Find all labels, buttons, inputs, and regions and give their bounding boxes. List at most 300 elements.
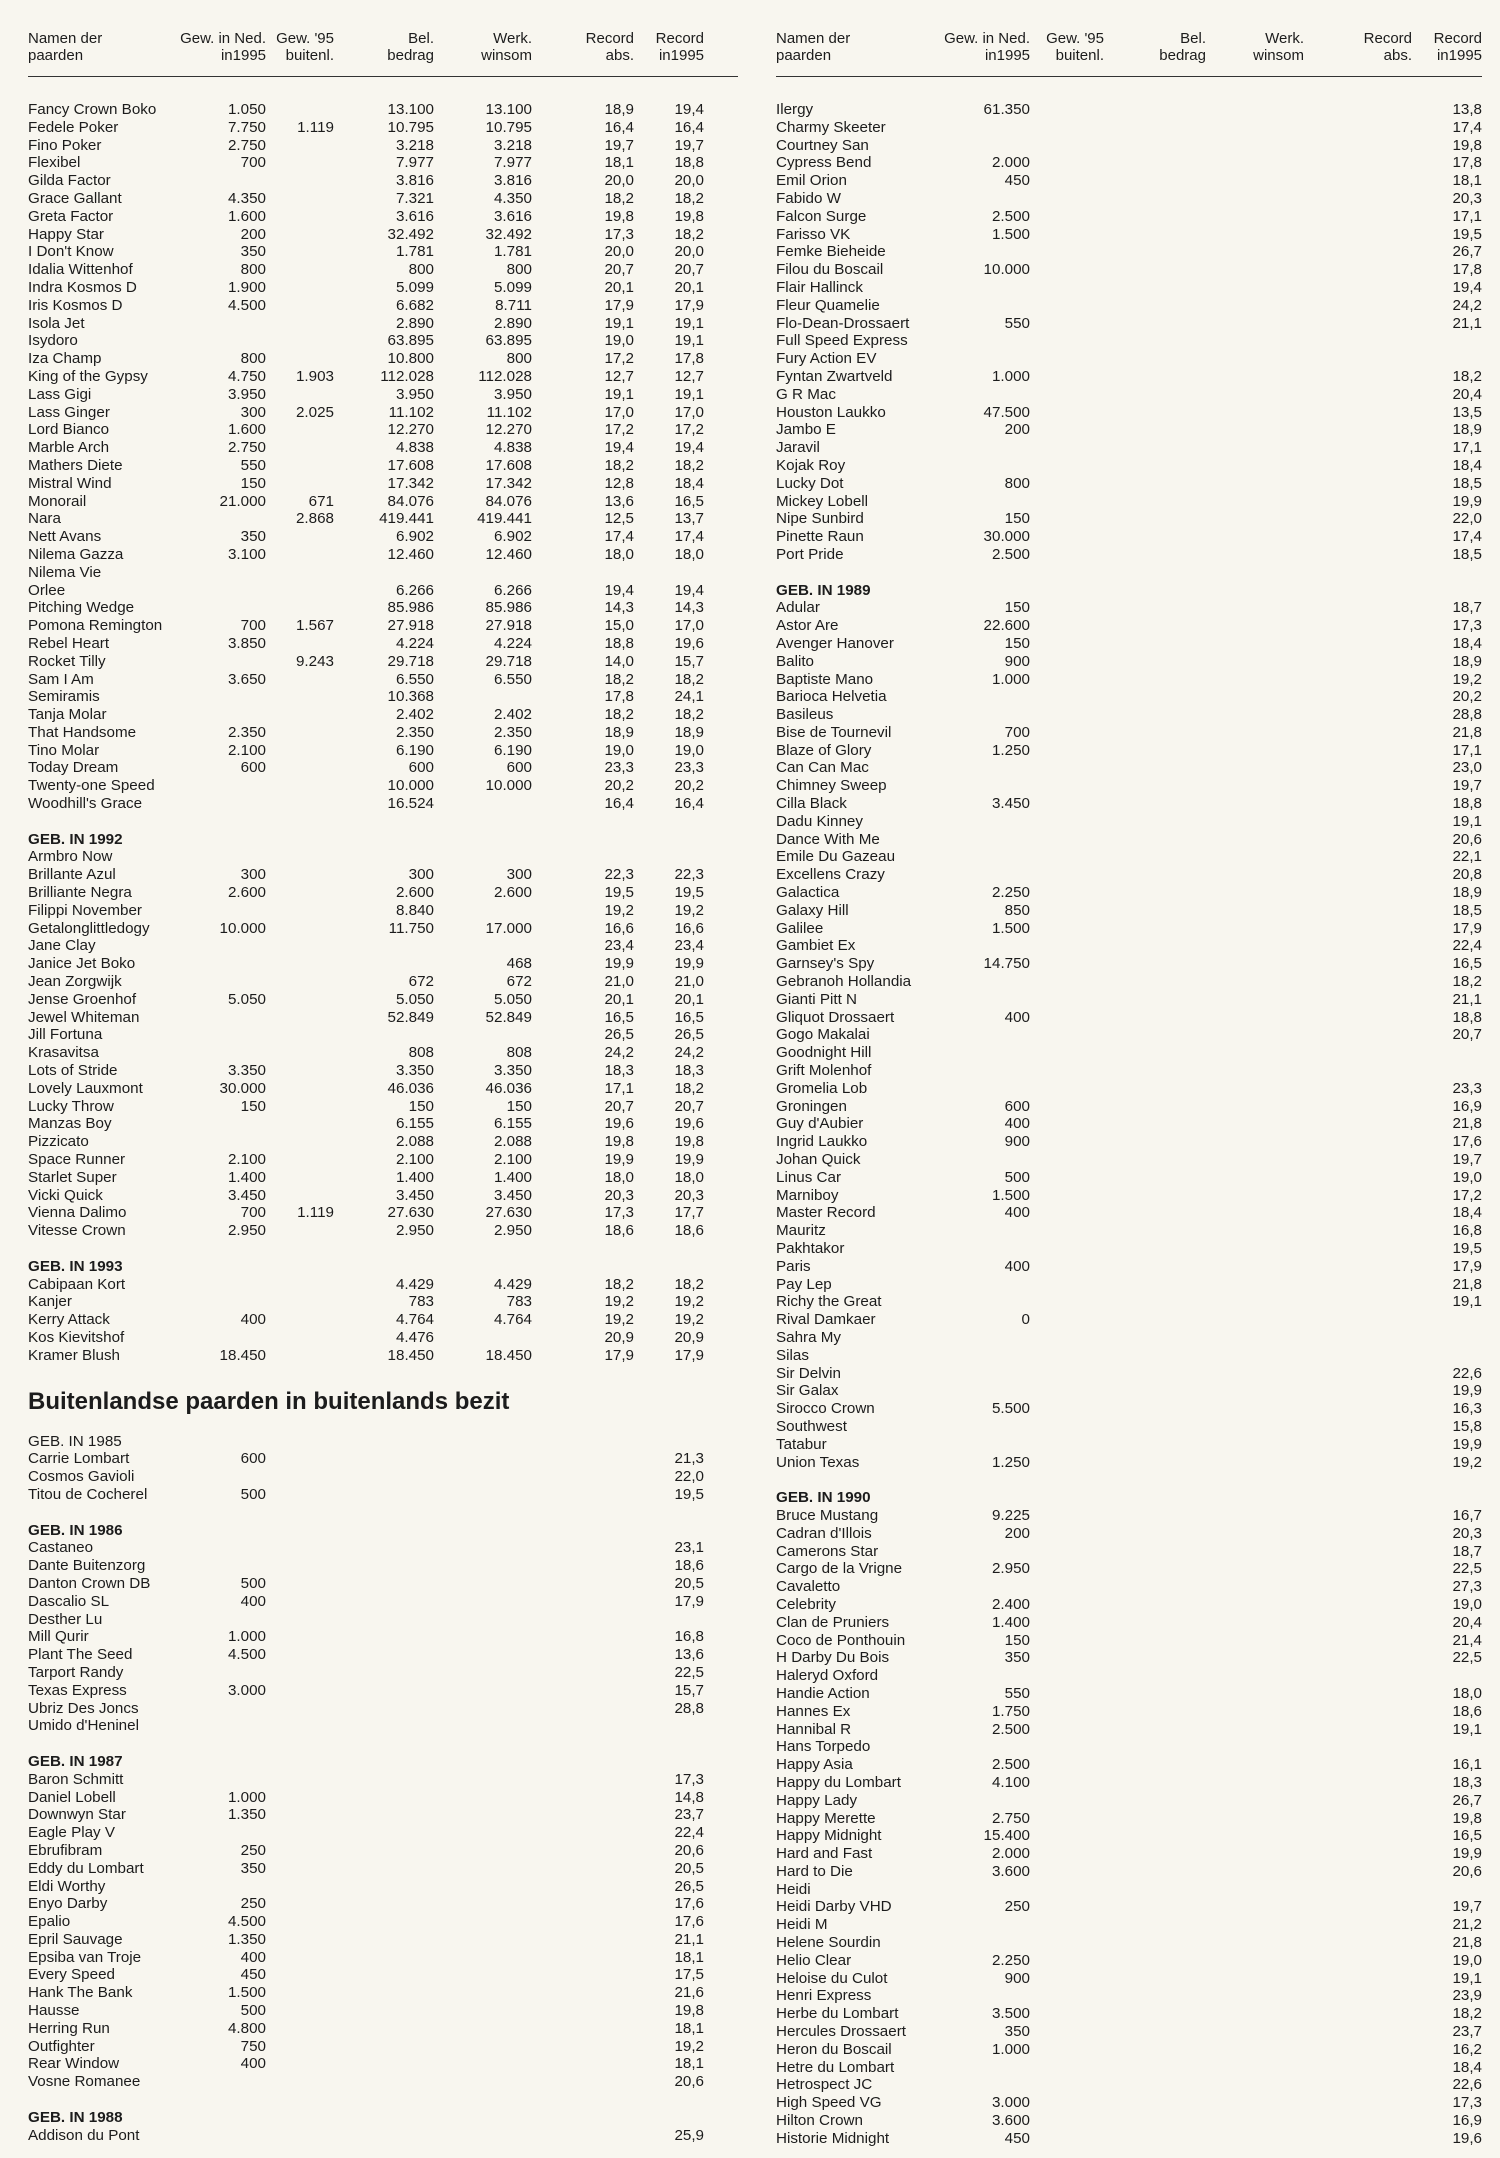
- table-cell: [1206, 1329, 1304, 1347]
- table-cell: 17,3: [1452, 617, 1482, 635]
- table-cell: 150: [506, 1097, 532, 1115]
- table-cell: [1030, 243, 1104, 261]
- table-cell: 4.500: [227, 296, 266, 314]
- table-cell: 2.750: [227, 439, 266, 457]
- table-cell: [334, 1984, 434, 2002]
- horse-name: Haleryd Oxford: [776, 1667, 879, 1685]
- table-cell: 19,4: [674, 439, 704, 457]
- table-cell: 350: [240, 1859, 266, 1877]
- table-cell: 22,6: [1452, 1364, 1482, 1382]
- table-row: [776, 2023, 1482, 2041]
- table-cell: [1304, 902, 1412, 920]
- table-cell: [1304, 1133, 1412, 1151]
- table-row: [776, 1187, 1482, 1205]
- horse-name: Happy Star: [28, 225, 104, 243]
- table-cell: [334, 1895, 434, 1913]
- table-cell: [434, 1842, 532, 1860]
- table-cell: 23,3: [1452, 1079, 1482, 1097]
- table-cell: [1304, 208, 1412, 226]
- table-cell: 21,2: [1452, 1916, 1482, 1934]
- horse-name: Brillante Azul: [28, 866, 116, 884]
- table-cell: [1206, 350, 1304, 368]
- table-cell: [434, 1895, 532, 1913]
- table-cell: 22,4: [1452, 937, 1482, 955]
- table-cell: [1206, 208, 1304, 226]
- table-cell: [1104, 759, 1206, 777]
- table-row: [28, 866, 738, 884]
- table-cell: 3.000: [991, 2094, 1030, 2112]
- table-cell: 20,7: [604, 1097, 634, 1115]
- table-cell: [1104, 1987, 1206, 2005]
- table-cell: [532, 1842, 634, 1860]
- table-cell: [434, 1717, 532, 1735]
- table-cell: [168, 1771, 266, 1789]
- table-cell: 450: [1004, 2129, 1030, 2147]
- table-cell: 21.000: [219, 492, 266, 510]
- table-cell: 17,4: [1452, 118, 1482, 136]
- table-cell: [1104, 1293, 1206, 1311]
- horse-name: Indra Kosmos D: [28, 278, 137, 296]
- table-cell: [532, 2002, 634, 2020]
- horse-name: Today Dream: [28, 759, 119, 777]
- table-cell: [266, 243, 334, 261]
- table-cell: 12.460: [387, 545, 434, 563]
- table-cell: [1304, 1756, 1412, 1774]
- table-cell: 18,9: [1452, 652, 1482, 670]
- table-cell: [266, 1700, 334, 1718]
- table-cell: 19,2: [604, 901, 634, 919]
- table-cell: [1206, 546, 1304, 564]
- table-cell: 14,0: [604, 652, 634, 670]
- table-cell: 16,4: [674, 118, 704, 136]
- table-cell: [168, 2127, 266, 2145]
- table-row: [28, 1771, 738, 1789]
- table-cell: [1030, 1347, 1104, 1365]
- table-cell: 2.000: [991, 154, 1030, 172]
- table-row: [776, 1258, 1482, 1276]
- table-row: [776, 1062, 1482, 1080]
- table-cell: 18,2: [604, 1275, 634, 1293]
- table-row: [28, 2002, 738, 2020]
- table-cell: [1104, 2059, 1206, 2077]
- table-cell: [1030, 2094, 1104, 2112]
- table-cell: 26,7: [1452, 1791, 1482, 1809]
- horse-name: Johan Quick: [776, 1151, 861, 1169]
- horse-name: Vicki Quick: [28, 1186, 103, 1204]
- table-cell: 18,0: [604, 1168, 634, 1186]
- table-cell: [1104, 599, 1206, 617]
- table-cell: [1104, 1133, 1206, 1151]
- horse-name: Eddy du Lombart: [28, 1859, 144, 1877]
- table-cell: 300: [240, 403, 266, 421]
- table-row: [28, 1664, 738, 1682]
- table-cell: 17,9: [604, 1346, 634, 1364]
- table-cell: 500: [240, 2002, 266, 2020]
- table-cell: 468: [506, 955, 532, 973]
- table-cell: 1.119: [297, 118, 334, 136]
- horse-name: Fury Action EV: [776, 350, 877, 368]
- horse-name: Lass Gigi: [28, 385, 92, 403]
- table-cell: [1030, 1418, 1104, 1436]
- table-cell: [1304, 172, 1412, 190]
- table-cell: 17,1: [1452, 439, 1482, 457]
- table-cell: [1030, 831, 1104, 849]
- table-cell: 27.918: [485, 617, 532, 635]
- table-cell: [1206, 1258, 1304, 1276]
- table-cell: [1304, 688, 1412, 706]
- table-cell: [1206, 2130, 1304, 2148]
- table-row: [776, 1649, 1482, 1667]
- horse-name: Dadu Kinney: [776, 812, 863, 830]
- table-cell: [1030, 510, 1104, 528]
- table-cell: [1030, 1810, 1104, 1828]
- table-cell: 19,2: [1452, 670, 1482, 688]
- horse-name: Adular: [776, 599, 820, 617]
- table-cell: [1304, 1204, 1412, 1222]
- table-cell: 550: [240, 456, 266, 474]
- table-cell: [1104, 884, 1206, 902]
- table-row: [28, 1593, 738, 1611]
- table-cell: [168, 172, 266, 190]
- table-cell: [1304, 528, 1412, 546]
- table-cell: [1304, 1827, 1412, 1845]
- table-cell: [334, 1557, 434, 1575]
- table-cell: 2.500: [991, 1756, 1030, 1774]
- table-cell: [1104, 119, 1206, 137]
- table-cell: [532, 1486, 634, 1504]
- table-cell: 23,9: [1452, 1987, 1482, 2005]
- table-row: [776, 279, 1482, 297]
- table-cell: [1104, 706, 1206, 724]
- table-cell: [168, 1293, 266, 1311]
- table-cell: [168, 777, 266, 795]
- table-cell: 19,8: [674, 2002, 704, 2020]
- table-cell: 23,7: [1452, 2023, 1482, 2041]
- horse-name: Sir Delvin: [776, 1364, 841, 1382]
- table-cell: 17,1: [604, 1079, 634, 1097]
- table-row: [28, 154, 738, 172]
- table-cell: [1206, 1382, 1304, 1400]
- table-cell: 0: [1021, 1311, 1030, 1329]
- table-cell: [1104, 101, 1206, 119]
- table-row: [776, 1703, 1482, 1721]
- table-cell: [1304, 1863, 1412, 1881]
- table-cell: 16,9: [1452, 2112, 1482, 2130]
- horse-name: Tarport Randy: [28, 1663, 124, 1681]
- table-cell: 250: [1004, 1898, 1030, 1916]
- table-cell: 18,6: [604, 1222, 634, 1240]
- table-cell: [1030, 1898, 1104, 1916]
- table-cell: 3.350: [493, 1062, 532, 1080]
- table-cell: 19,9: [604, 955, 634, 973]
- table-cell: 16,3: [1452, 1400, 1482, 1418]
- table-cell: [1030, 1667, 1104, 1685]
- table-cell: [1304, 1898, 1412, 1916]
- table-cell: 400: [1004, 1008, 1030, 1026]
- horse-name: Emile Du Gazeau: [776, 848, 896, 866]
- table-row: [776, 1009, 1482, 1027]
- table-cell: [1104, 261, 1206, 279]
- table-cell: 18,1: [674, 2019, 704, 2037]
- table-row: [776, 243, 1482, 261]
- table-cell: 23,4: [674, 937, 704, 955]
- table-cell: [1030, 315, 1104, 333]
- table-cell: [1104, 831, 1206, 849]
- table-cell: 3.218: [493, 136, 532, 154]
- table-cell: [1206, 457, 1304, 475]
- table-cell: 47.500: [983, 403, 1030, 421]
- table-cell: [1206, 172, 1304, 190]
- table-cell: 4.429: [395, 1275, 434, 1293]
- table-cell: [1304, 1987, 1412, 2005]
- table-cell: [634, 848, 704, 866]
- table-cell: 112.028: [380, 367, 434, 385]
- table-row: [28, 1913, 738, 1931]
- table-cell: [1304, 1293, 1412, 1311]
- table-cell: [1304, 759, 1412, 777]
- table-cell: 19,0: [674, 741, 704, 759]
- table-row: [28, 1026, 738, 1044]
- table-row: [776, 421, 1482, 439]
- table-cell: 18,0: [674, 1168, 704, 1186]
- table-cell: [266, 1575, 334, 1593]
- table-cell: 1.250: [991, 741, 1030, 759]
- table-cell: 85.986: [485, 599, 532, 617]
- table-row: [776, 617, 1482, 635]
- table-row: [776, 813, 1482, 831]
- table-cell: [1304, 510, 1412, 528]
- table-cell: 1.500: [991, 1186, 1030, 1204]
- table-cell: 19,1: [604, 385, 634, 403]
- table-cell: [1206, 1934, 1304, 1952]
- table-cell: [1104, 724, 1206, 742]
- table-cell: [266, 546, 334, 564]
- table-cell: 21,0: [604, 973, 634, 991]
- table-cell: 3.500: [991, 2005, 1030, 2023]
- table-cell: [266, 1026, 334, 1044]
- table-cell: [266, 1311, 334, 1329]
- table-cell: [1104, 617, 1206, 635]
- table-cell: 10.000: [983, 261, 1030, 279]
- table-cell: 18,6: [674, 1557, 704, 1575]
- table-cell: 2.600: [493, 884, 532, 902]
- horse-name: Silas: [776, 1346, 809, 1364]
- table-cell: [926, 1578, 1030, 1596]
- table-cell: [1104, 813, 1206, 831]
- table-cell: [1030, 1454, 1104, 1472]
- table-cell: [926, 1436, 1030, 1454]
- table-cell: [926, 848, 1030, 866]
- table-cell: [434, 1611, 532, 1629]
- table-cell: [266, 1878, 334, 1896]
- table-cell: 18,5: [1452, 901, 1482, 919]
- table-cell: [1304, 421, 1412, 439]
- table-cell: [1304, 1080, 1412, 1098]
- table-cell: [926, 1934, 1030, 1952]
- table-cell: [532, 1913, 634, 1931]
- table-row: [776, 848, 1482, 866]
- table-cell: 20,1: [604, 278, 634, 296]
- horse-name: Flair Hallinck: [776, 278, 863, 296]
- table-cell: 18,7: [1452, 599, 1482, 617]
- table-row: [776, 190, 1482, 208]
- table-row: [28, 421, 738, 439]
- table-header: [776, 30, 1482, 70]
- table-cell: 17,8: [1452, 154, 1482, 172]
- table-cell: 19,2: [674, 1293, 704, 1311]
- table-cell: [1304, 2041, 1412, 2059]
- table-cell: [1304, 671, 1412, 689]
- horse-name: Ingrid Laukko: [776, 1133, 868, 1151]
- table-cell: [1030, 653, 1104, 671]
- table-cell: [434, 2073, 532, 2091]
- table-cell: 4.764: [395, 1311, 434, 1329]
- table-cell: 19,5: [674, 1485, 704, 1503]
- table-cell: 61.350: [983, 101, 1030, 118]
- table-row: [28, 1169, 738, 1187]
- table-row: [28, 1682, 738, 1700]
- table-cell: [266, 439, 334, 457]
- table-cell: [1304, 1151, 1412, 1169]
- table-cell: 22,0: [1452, 510, 1482, 528]
- table-cell: [1104, 137, 1206, 155]
- table-cell: 4.500: [227, 1913, 266, 1931]
- table-cell: [1304, 1400, 1412, 1418]
- table-cell: [926, 493, 1030, 511]
- table-cell: [1030, 2076, 1104, 2094]
- table-cell: 8.711: [495, 296, 532, 314]
- horse-name: G R Mac: [776, 385, 836, 403]
- table-cell: 400: [1004, 1115, 1030, 1133]
- table-cell: 17,9: [604, 296, 634, 314]
- table-cell: [1304, 884, 1412, 902]
- table-cell: 808: [408, 1044, 434, 1062]
- table-cell: 19,9: [674, 955, 704, 973]
- table-cell: [1030, 2023, 1104, 2041]
- table-cell: 450: [1004, 172, 1030, 190]
- table-row: [776, 101, 1482, 119]
- table-cell: 20,0: [674, 172, 704, 190]
- table-cell: [1104, 1276, 1206, 1294]
- table-cell: [266, 902, 334, 920]
- table-cell: [1304, 2023, 1412, 2041]
- table-cell: 12,7: [674, 367, 704, 385]
- table-cell: [1030, 386, 1104, 404]
- table-row: [28, 724, 738, 742]
- table-cell: [1304, 261, 1412, 279]
- table-cell: 17,4: [674, 528, 704, 546]
- table-row: [776, 1418, 1482, 1436]
- table-cell: 6.266: [493, 581, 532, 599]
- table-cell: 2.250: [991, 1951, 1030, 1969]
- table-cell: [1304, 1703, 1412, 1721]
- table-cell: [926, 1365, 1030, 1383]
- table-cell: [1206, 226, 1304, 244]
- table-cell: 15,7: [674, 1681, 704, 1699]
- table-cell: [168, 1717, 266, 1735]
- horse-name: Hard to Die: [776, 1862, 853, 1880]
- table-cell: 2.600: [227, 884, 266, 902]
- table-cell: [926, 1347, 1030, 1365]
- table-row: [776, 1596, 1482, 1614]
- table-cell: 18,8: [604, 634, 634, 652]
- table-cell: [1304, 1436, 1412, 1454]
- table-cell: [1304, 2112, 1412, 2130]
- table-cell: [1104, 208, 1206, 226]
- table-cell: [266, 1771, 334, 1789]
- table-cell: 18,1: [604, 154, 634, 172]
- table-row: [28, 1842, 738, 1860]
- table-cell: 26,7: [1452, 243, 1482, 261]
- table-cell: [1030, 208, 1104, 226]
- table-cell: [1104, 1525, 1206, 1543]
- horse-name: Lord Bianco: [28, 421, 110, 439]
- table-cell: [1030, 777, 1104, 795]
- table-cell: [1206, 1578, 1304, 1596]
- table-cell: [1206, 1204, 1304, 1222]
- horse-name: Downwyn Star: [28, 1806, 126, 1824]
- table-cell: 18,1: [1452, 172, 1482, 190]
- table-cell: [434, 1806, 532, 1824]
- horse-name: Hetrospect JC: [776, 2076, 873, 2094]
- horse-name: Balito: [776, 652, 814, 670]
- table-cell: 350: [1004, 2023, 1030, 2041]
- table-cell: 4.350: [493, 189, 532, 207]
- table-cell: [266, 759, 334, 777]
- horse-name: Cargo de la Vrigne: [776, 1560, 903, 1578]
- horse-name: Hilton Crown: [776, 2112, 863, 2130]
- table-cell: [1206, 617, 1304, 635]
- table-cell: [926, 1382, 1030, 1400]
- table-cell: 400: [1004, 1204, 1030, 1222]
- table-cell: 19,7: [1452, 1151, 1482, 1169]
- table-cell: 1.750: [991, 1702, 1030, 1720]
- table-cell: 20,1: [674, 278, 704, 296]
- table-cell: [1206, 1187, 1304, 1205]
- table-cell: [1104, 190, 1206, 208]
- table-cell: [168, 510, 266, 528]
- table-cell: 3.600: [991, 1862, 1030, 1880]
- table-row: [28, 1329, 738, 1347]
- table-cell: 32.492: [387, 225, 434, 243]
- table-cell: [1412, 1062, 1482, 1080]
- table-cell: [926, 243, 1030, 261]
- horse-name: Fleur Quamelie: [776, 296, 880, 314]
- table-cell: 19,2: [604, 1293, 634, 1311]
- table-cell: [1304, 137, 1412, 155]
- table-cell: 200: [240, 225, 266, 243]
- table-cell: [1304, 1418, 1412, 1436]
- table-cell: 200: [1004, 421, 1030, 439]
- table-cell: 19,9: [1452, 1845, 1482, 1863]
- table-row: [28, 653, 738, 671]
- table-cell: [1104, 226, 1206, 244]
- table-cell: [434, 1575, 532, 1593]
- table-row: [28, 795, 738, 813]
- table-row: [28, 1204, 738, 1222]
- table-cell: [1030, 226, 1104, 244]
- table-cell: [1030, 955, 1104, 973]
- table-cell: [1104, 279, 1206, 297]
- table-cell: [1104, 1703, 1206, 1721]
- table-cell: 21,1: [1452, 314, 1482, 332]
- horse-name: Nilema Gazza: [28, 545, 124, 563]
- group-title: GEB. IN 1989: [776, 581, 871, 599]
- table-row: [776, 688, 1482, 706]
- table-cell: 7.321: [395, 189, 434, 207]
- table-row: [28, 1700, 738, 1718]
- table-cell: [334, 1913, 434, 1931]
